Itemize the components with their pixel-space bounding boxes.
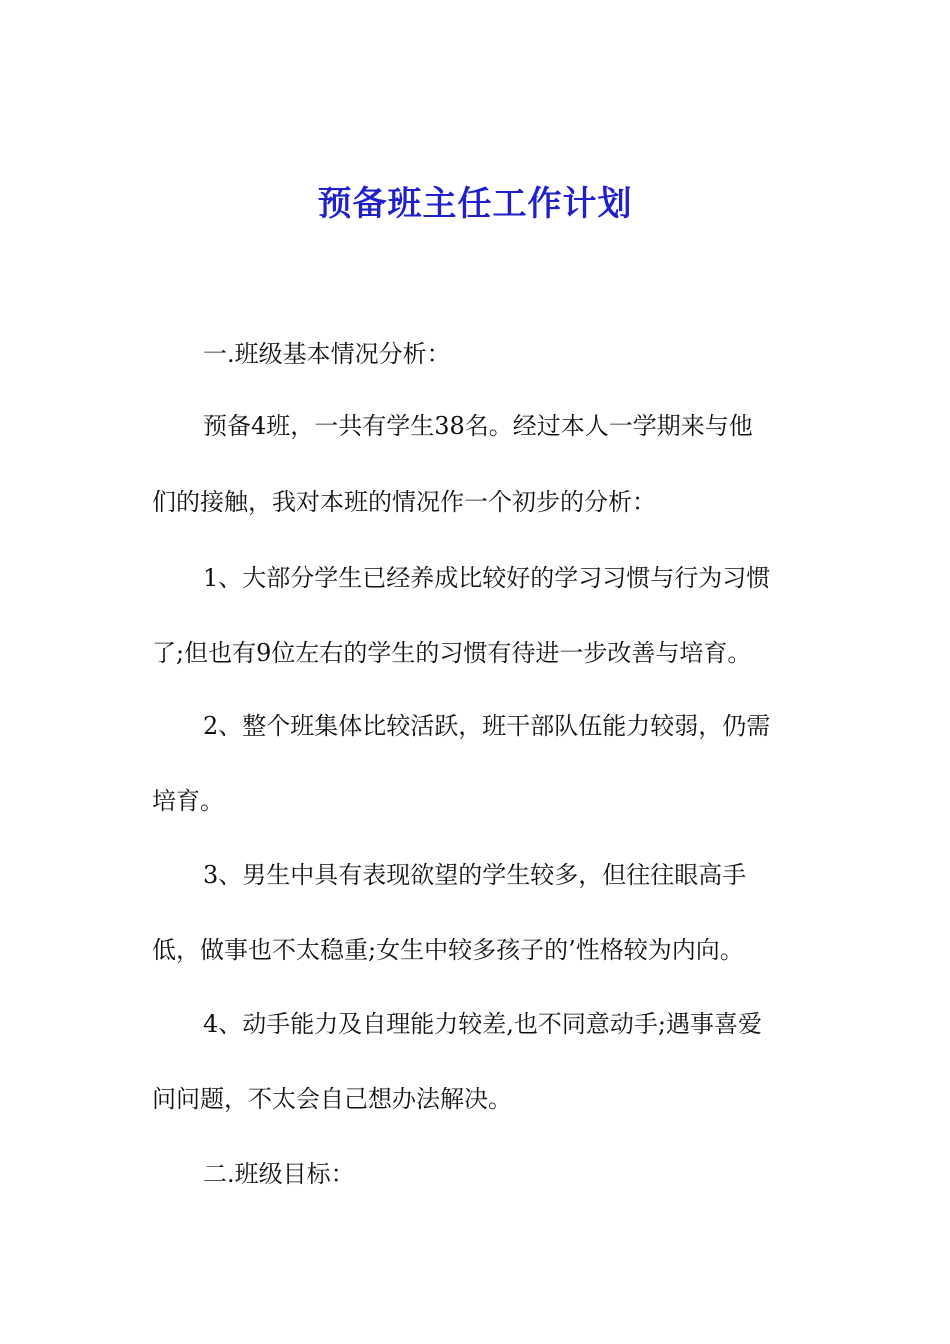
section-heading-1: 一.班级基本情况分析： (203, 340, 451, 368)
list-item-1-line: 了;但也有9位左右的学生的习惯有待进一步改善与培育。 (152, 639, 752, 667)
paragraph-line: 预备4班，一共有学生38名。经过本人一学期来与他 (203, 412, 753, 440)
list-item-2-line: 2、整个班集体比较活跃，班干部队伍能力较弱，仍需 (203, 712, 771, 740)
list-item-1-line: 1、大部分学生已经养成比较好的学习习惯与行为习惯 (203, 564, 771, 592)
list-item-2-line: 培育。 (152, 787, 224, 815)
list-item-4-line: 问问题，不太会自己想办法解决。 (152, 1085, 512, 1113)
list-item-4-line: 4、动手能力及自理能力较差,也不同意动手;遇事喜爱 (203, 1010, 762, 1038)
paragraph-line: 们的接触，我对本班的情况作一个初步的分析： (152, 488, 656, 516)
list-item-3-line: 3、男生中具有表现欲望的学生较多，但往往眼高手 (203, 861, 747, 889)
section-heading-2: 二.班级目标： (203, 1160, 355, 1188)
list-item-3-line: 低，做事也不太稳重;女生中较多孩子的’性格较为内向。 (152, 936, 744, 964)
document-title: 预备班主任工作计划 (317, 184, 633, 224)
